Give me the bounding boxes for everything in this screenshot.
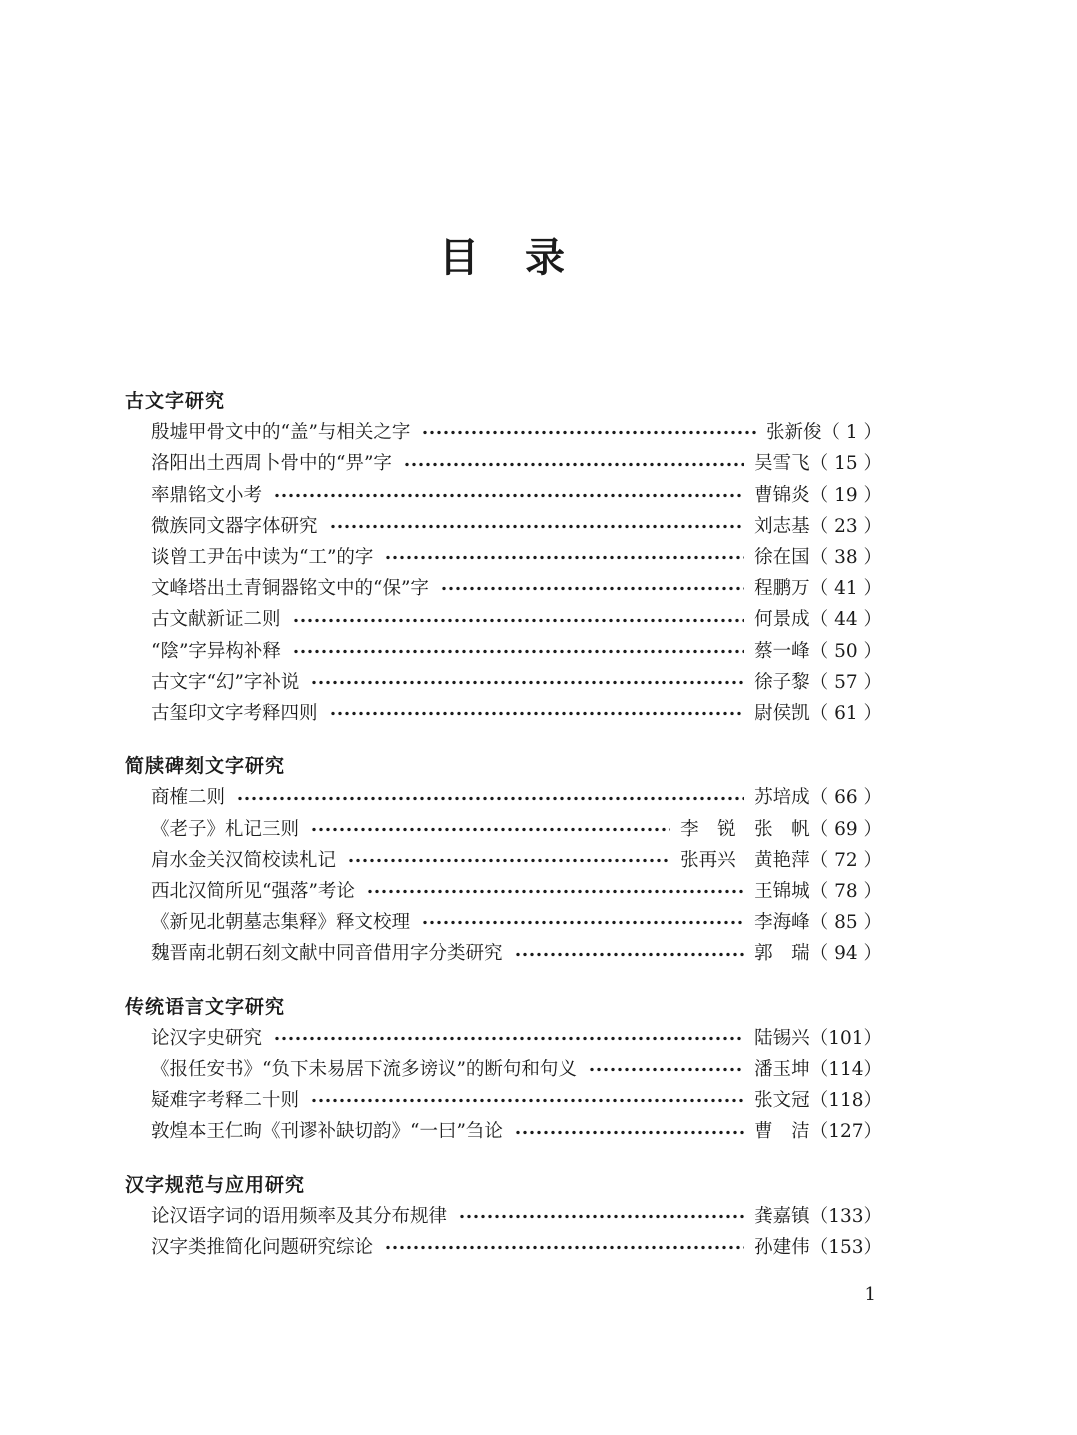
entry-author: 刘志基 [754,515,810,537]
section-entries [125,417,882,729]
entry-page-number: （ 66 ） [809,787,882,809]
section-entries [125,1023,882,1148]
entry-title: 魏晋南北朝石刻文献中同音借用字分类研究 [151,943,503,965]
entry-title: 谈曾工尹缶中读为“工”的字 [151,547,374,569]
entry-page-number: （ 69 ） [809,818,882,840]
entry-page-number: （127） [809,1121,882,1143]
toc-entry [125,845,882,876]
entry-title: 论汉字史研究 [151,1027,263,1049]
toc-entry [125,938,882,969]
toc-entry [125,667,882,698]
entry-title: 肩水金关汉简校读札记 [151,849,337,871]
toc-section [125,751,882,969]
entry-author: 曹锦炎 [754,484,810,506]
entry-page-number: （ 41 ） [809,578,882,600]
entry-title: 汉字类推简化问题研究综论 [151,1237,374,1259]
toc-entry [125,698,882,729]
entry-author: 苏培成 [754,787,810,809]
entry-title: 《新见北朝墓志集释》释文校理 [151,912,411,934]
entry-title: 论汉语字词的语用频率及其分布规律 [151,1205,448,1227]
toc-entry [125,636,882,667]
entry-author: 徐在国 [754,547,810,569]
entry-author: 蔡一峰 [754,640,810,662]
entry-author: 程鹏万 [754,578,810,600]
dot-leader [330,523,745,530]
entry-author: 张新俊 [765,422,822,444]
toc-entry [125,907,882,938]
entry-page-number: （ 61 ） [809,703,882,725]
entry-page-number: （101） [809,1027,882,1049]
toc-section [125,1170,882,1264]
toc-entry [125,876,882,907]
toc-entry [125,1085,882,1116]
entry-author: 吴雪飞 [754,453,810,475]
toc-entry [125,1116,882,1147]
dot-leader [385,554,744,561]
toc-section [125,386,882,729]
entry-page-number: （153） [809,1237,882,1259]
entry-author: 徐子黎 [754,671,810,693]
toc-entry [125,604,882,635]
page-title: 目 录 [439,234,568,281]
toc [125,386,882,1285]
dot-leader [293,648,744,655]
entry-page-number: （118） [809,1090,882,1112]
toc-entry [125,1232,882,1263]
dot-leader [293,617,745,624]
entry-title: 敦煌本王仁昫《刊谬补缺切韵》“一曰”刍论 [151,1121,503,1143]
toc-entry [125,480,882,511]
toc-entry [125,511,882,542]
section-header: 古文字研究 [125,391,226,412]
entry-page-number: （ 50 ） [809,640,882,662]
entry-page-number: （ 57 ） [809,671,882,693]
entry-author: 张文冠 [754,1090,810,1112]
dot-leader [367,888,744,895]
entry-page-number: （114） [809,1059,882,1081]
entry-author: 曹 洁 [754,1121,810,1143]
section-entries [125,1201,882,1263]
entry-title: “陰”字异构补释 [151,640,281,662]
section-entries [125,782,882,969]
dot-leader [422,919,744,926]
entry-author: 尉侯凯 [754,703,810,725]
entry-page-number: （ 85 ） [809,912,882,934]
entry-author: 李 锐 张 帆 [680,818,810,840]
entry-title: 古文献新证二则 [151,609,281,631]
toc-entry [125,782,882,813]
dot-leader [515,951,745,958]
toc-entry [125,417,882,448]
entry-title: 率鼎铭文小考 [151,484,263,506]
dot-leader [330,710,745,717]
dot-leader [274,1035,744,1042]
toc-entry [125,1201,882,1232]
dot-leader [311,1097,744,1104]
entry-page-number: （ 1 ） [821,422,882,444]
dot-leader [515,1129,744,1136]
entry-title: 西北汉简所见“强落”考论 [151,881,355,903]
entry-page-number: （ 15 ） [809,453,882,475]
section-header: 汉字规范与应用研究 [125,1174,306,1196]
dot-leader [311,679,744,686]
entry-title: 微族同文器字体研究 [151,515,318,537]
entry-title: 《老子》札记三则 [151,818,300,840]
section-header: 简牍碑刻文字研究 [125,756,286,778]
dot-leader [385,1244,744,1251]
entry-author: 何景成 [754,609,810,631]
dot-leader [348,857,670,864]
entry-author: 陆锡兴 [754,1027,810,1049]
dot-leader [441,585,744,592]
entry-title: 《报任安书》“负下未易居下流多谤议”的断句和句义 [151,1059,577,1081]
entry-title: 殷墟甲骨文中的“盖”与相关之字 [151,422,411,444]
dot-leader [274,492,744,499]
toc-entry [125,1054,882,1085]
entry-title: 古文字“幻”字补说 [151,671,300,693]
dot-leader [459,1213,744,1220]
entry-page-number: （133） [809,1205,882,1227]
entry-author: 王锦城 [754,881,810,903]
entry-author: 郭 瑞 [754,943,810,965]
entry-page-number: （ 19 ） [809,484,882,506]
toc-entry [125,573,882,604]
section-header: 传统语言文字研究 [125,996,286,1018]
entry-title: 古玺印文字考释四则 [151,703,318,725]
entry-page-number: （ 44 ） [809,609,882,631]
entry-author: 张再兴 黄艳萍 [680,849,810,871]
entry-page-number: （ 23 ） [809,515,882,537]
toc-section [125,992,882,1148]
toc-entry [125,1023,882,1054]
toc-entry [125,542,882,573]
dot-leader [237,795,744,802]
entry-title: 洛阳出土西周卜骨中的“畀”字 [151,453,392,475]
dot-leader [422,429,756,436]
toc-entry [125,814,882,845]
entry-page-number: （ 72 ） [809,849,882,871]
entry-title: 疑难字考释二十则 [151,1090,300,1112]
entry-author: 李海峰 [754,912,810,934]
dot-leader [404,461,744,468]
toc-entry [125,448,882,479]
entry-page-number: （ 38 ） [809,547,882,569]
entry-title: 商榷二则 [151,787,226,809]
folio-page-number: 1 [864,1284,876,1305]
entry-author: 潘玉坤 [754,1059,810,1081]
entry-page-number: （ 94 ） [809,943,882,965]
dot-leader [311,826,670,833]
dot-leader [589,1066,744,1073]
entry-author: 孙建伟 [754,1237,810,1259]
entry-author: 龚嘉镇 [754,1205,810,1227]
entry-page-number: （ 78 ） [809,881,882,903]
entry-title: 文峰塔出土青铜器铭文中的“保”字 [151,578,429,600]
